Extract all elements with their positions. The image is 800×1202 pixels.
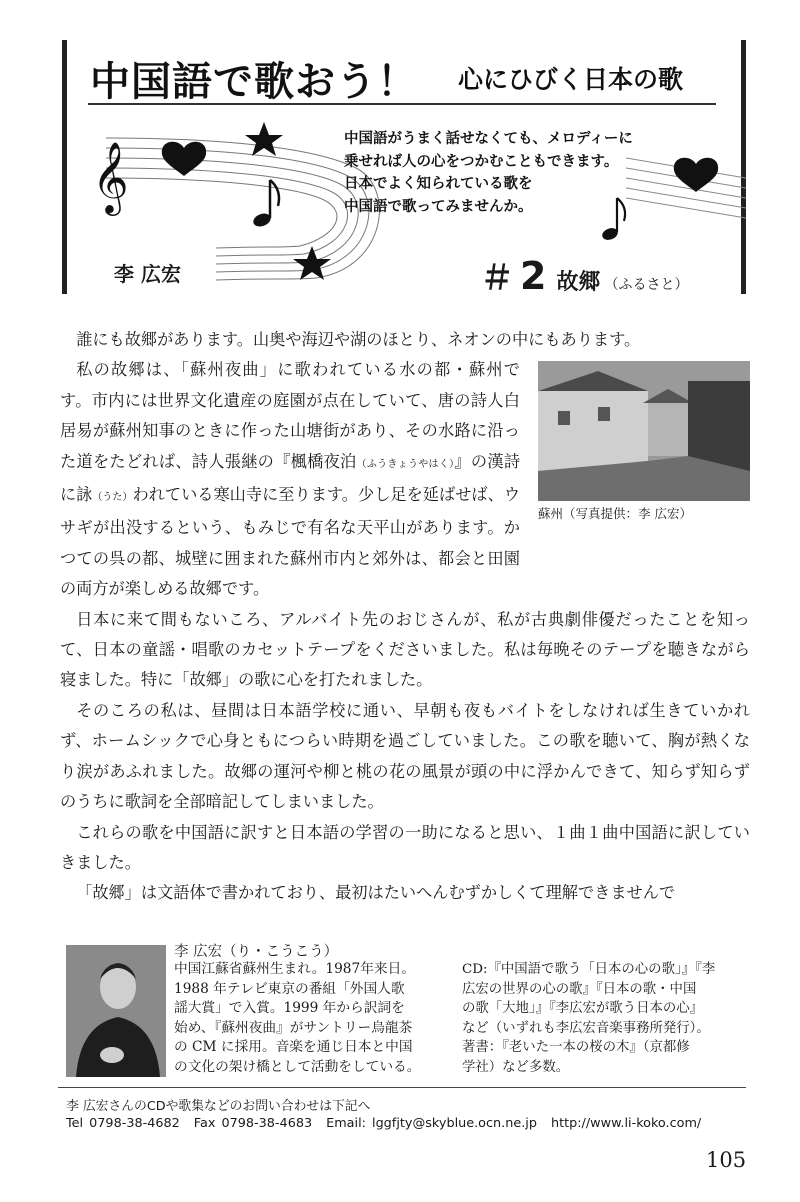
- contact-url[interactable]: http://www.li-koko.com/: [550, 1116, 702, 1131]
- eighth-note-icon: [251, 180, 279, 229]
- paragraph-text: 私の故郷は、「蘇州夜曲」に歌われている水の都・蘇州です。市内には世界文化遺産の庭園が点在していて、唐の詩人白居易が蘇州知事のときに作った山塘街があり、その水路に沿った道をたどれば、詩人張継の『楓橋夜泊: [60, 360, 520, 471]
- star-icon: [245, 122, 283, 156]
- intro-text: [344, 128, 704, 218]
- works-line: CD:『中国語で歌う「日本の心の歌」』『李: [462, 962, 716, 977]
- bio-line: の文化の架け橋として活動をしている。: [174, 1058, 421, 1075]
- works-line: 広宏の世界の心の歌』『日本の歌・中国: [462, 981, 697, 997]
- star-icon: [293, 246, 331, 280]
- heart-icon: [162, 142, 206, 176]
- works-line: 著書：『老いた一本の桜の木』（京都修: [462, 1040, 690, 1056]
- ruby-reading: （うた）: [92, 492, 133, 504]
- article-paragraph: そのころの私は、昼間は日本語学校に通い、早朝も夜もバイトをしなければ生きていかれず、ホームシックで心身ともにつらい時期を過ごしていました。この歌を聴いて、胸が熱くなり涙があふれました。故郷の運河や柳と桃の花の風景が頭の中に浮かんできて、知らず知らずのうちに歌詞を全部暗記してしまいました。: [60, 700, 750, 812]
- contact-fax: Fax 0798-38-4683: [193, 1116, 313, 1131]
- treble-clef-icon: [92, 140, 129, 216]
- bio-works: [462, 960, 752, 1078]
- photo-caption: 蘇州（写真提供：李 広宏）: [538, 506, 692, 522]
- contact-label: 李 広宏さんのCDや歌集などのお問い合わせは下記へ: [66, 1099, 371, 1114]
- intro-line: 中国語で歌ってみませんか。: [344, 198, 533, 215]
- intro-line: 日本でよく知られている歌を: [344, 176, 533, 192]
- paragraph-text: われている寒山寺に至ります。少し足を延ばせば、ウサギが出没するという、もみじで有名な天平山があります。かつての呉の都、城壁に囲まれた蘇州市内と郊外は、都会と田園の両方が楽しめる故郷です。: [60, 485, 521, 599]
- contact-email[interactable]: Email: lggfjty@skyblue.ocn.ne.jp: [326, 1116, 537, 1131]
- bio-text: [174, 960, 454, 1078]
- intro-line: 中国語がうまく話せなくても、メロディーに: [344, 131, 633, 147]
- episode-hash: ＃: [480, 258, 514, 298]
- paragraph-text: 』の漢詩に詠: [60, 451, 521, 505]
- intro-line: 乗せれば人の心をつかむこともできます。: [344, 153, 619, 170]
- contact-tel: Tel 0798-38-4682: [66, 1116, 180, 1131]
- bio-line: の CM に採用。音楽を通じ日本と中国: [174, 1039, 413, 1056]
- bio-line: 1988 年テレビ東京の番組「外国人歌: [174, 980, 405, 997]
- svg-text:𝄞: 𝄞: [92, 140, 129, 213]
- bio-line: 謡大賞」で入賞。1999 年から訳詞を: [174, 1000, 405, 1017]
- episode-title: 故郷: [556, 269, 601, 295]
- works-line: など（いずれも李広宏音楽事務所発行）。: [462, 1020, 710, 1036]
- contact-info: [66, 1116, 715, 1131]
- article-paragraph: これらの歌を中国語に訳すと日本語の学習の一助になると思い、１曲１曲中国語に訳していきました。: [60, 822, 750, 872]
- article-paragraph: 誰にも故郷があります。山奥や海辺や湖のほとり、ネオンの中にもあります。: [76, 330, 641, 349]
- article-body: [60, 325, 750, 909]
- page-title: 中国語で歌おう！: [90, 59, 418, 105]
- ruby-reading: （ふうきょうやはく）: [356, 458, 455, 470]
- bio-line: 中国江蘇省蘇州生まれ。1987年来日。: [174, 961, 415, 977]
- page-number: 105: [706, 1148, 747, 1172]
- title-divider: [88, 103, 716, 105]
- suzhou-photo: [538, 361, 750, 501]
- bio-line: 始め、『蘇州夜曲』がサントリー烏龍茶: [174, 1019, 413, 1036]
- author-name: 李 広宏: [114, 262, 181, 286]
- episode-heading: [480, 250, 688, 299]
- photo-figure: [532, 361, 750, 547]
- works-line: の歌「大地」』『李広宏が歌う日本の心』: [462, 1001, 704, 1017]
- episode-reading: （ふるさと）: [604, 277, 689, 293]
- episode-number: 2: [520, 254, 547, 298]
- page-subtitle: 心にひびく日本の歌: [458, 65, 684, 94]
- bio-name: 李 広宏（り・こうこう）: [174, 944, 339, 960]
- author-portrait: [66, 945, 166, 1077]
- works-line: 学社）など多数。: [462, 1059, 570, 1075]
- article-paragraph: 「故郷」は文語体で書かれており、最初はたいへんむずかしくて理解できませんで: [76, 883, 676, 903]
- article-paragraph: 日本に来て間もないころ、アルバイト先のおじさんが、私が古典劇俳優だったことを知って、日本の童謡・唱歌のカセットテープをくださいました。私は毎晩そのテープを聴きながら寝ました。特に「故郷」の歌に心を打たれました。: [60, 609, 750, 690]
- contact-divider: [58, 1087, 746, 1088]
